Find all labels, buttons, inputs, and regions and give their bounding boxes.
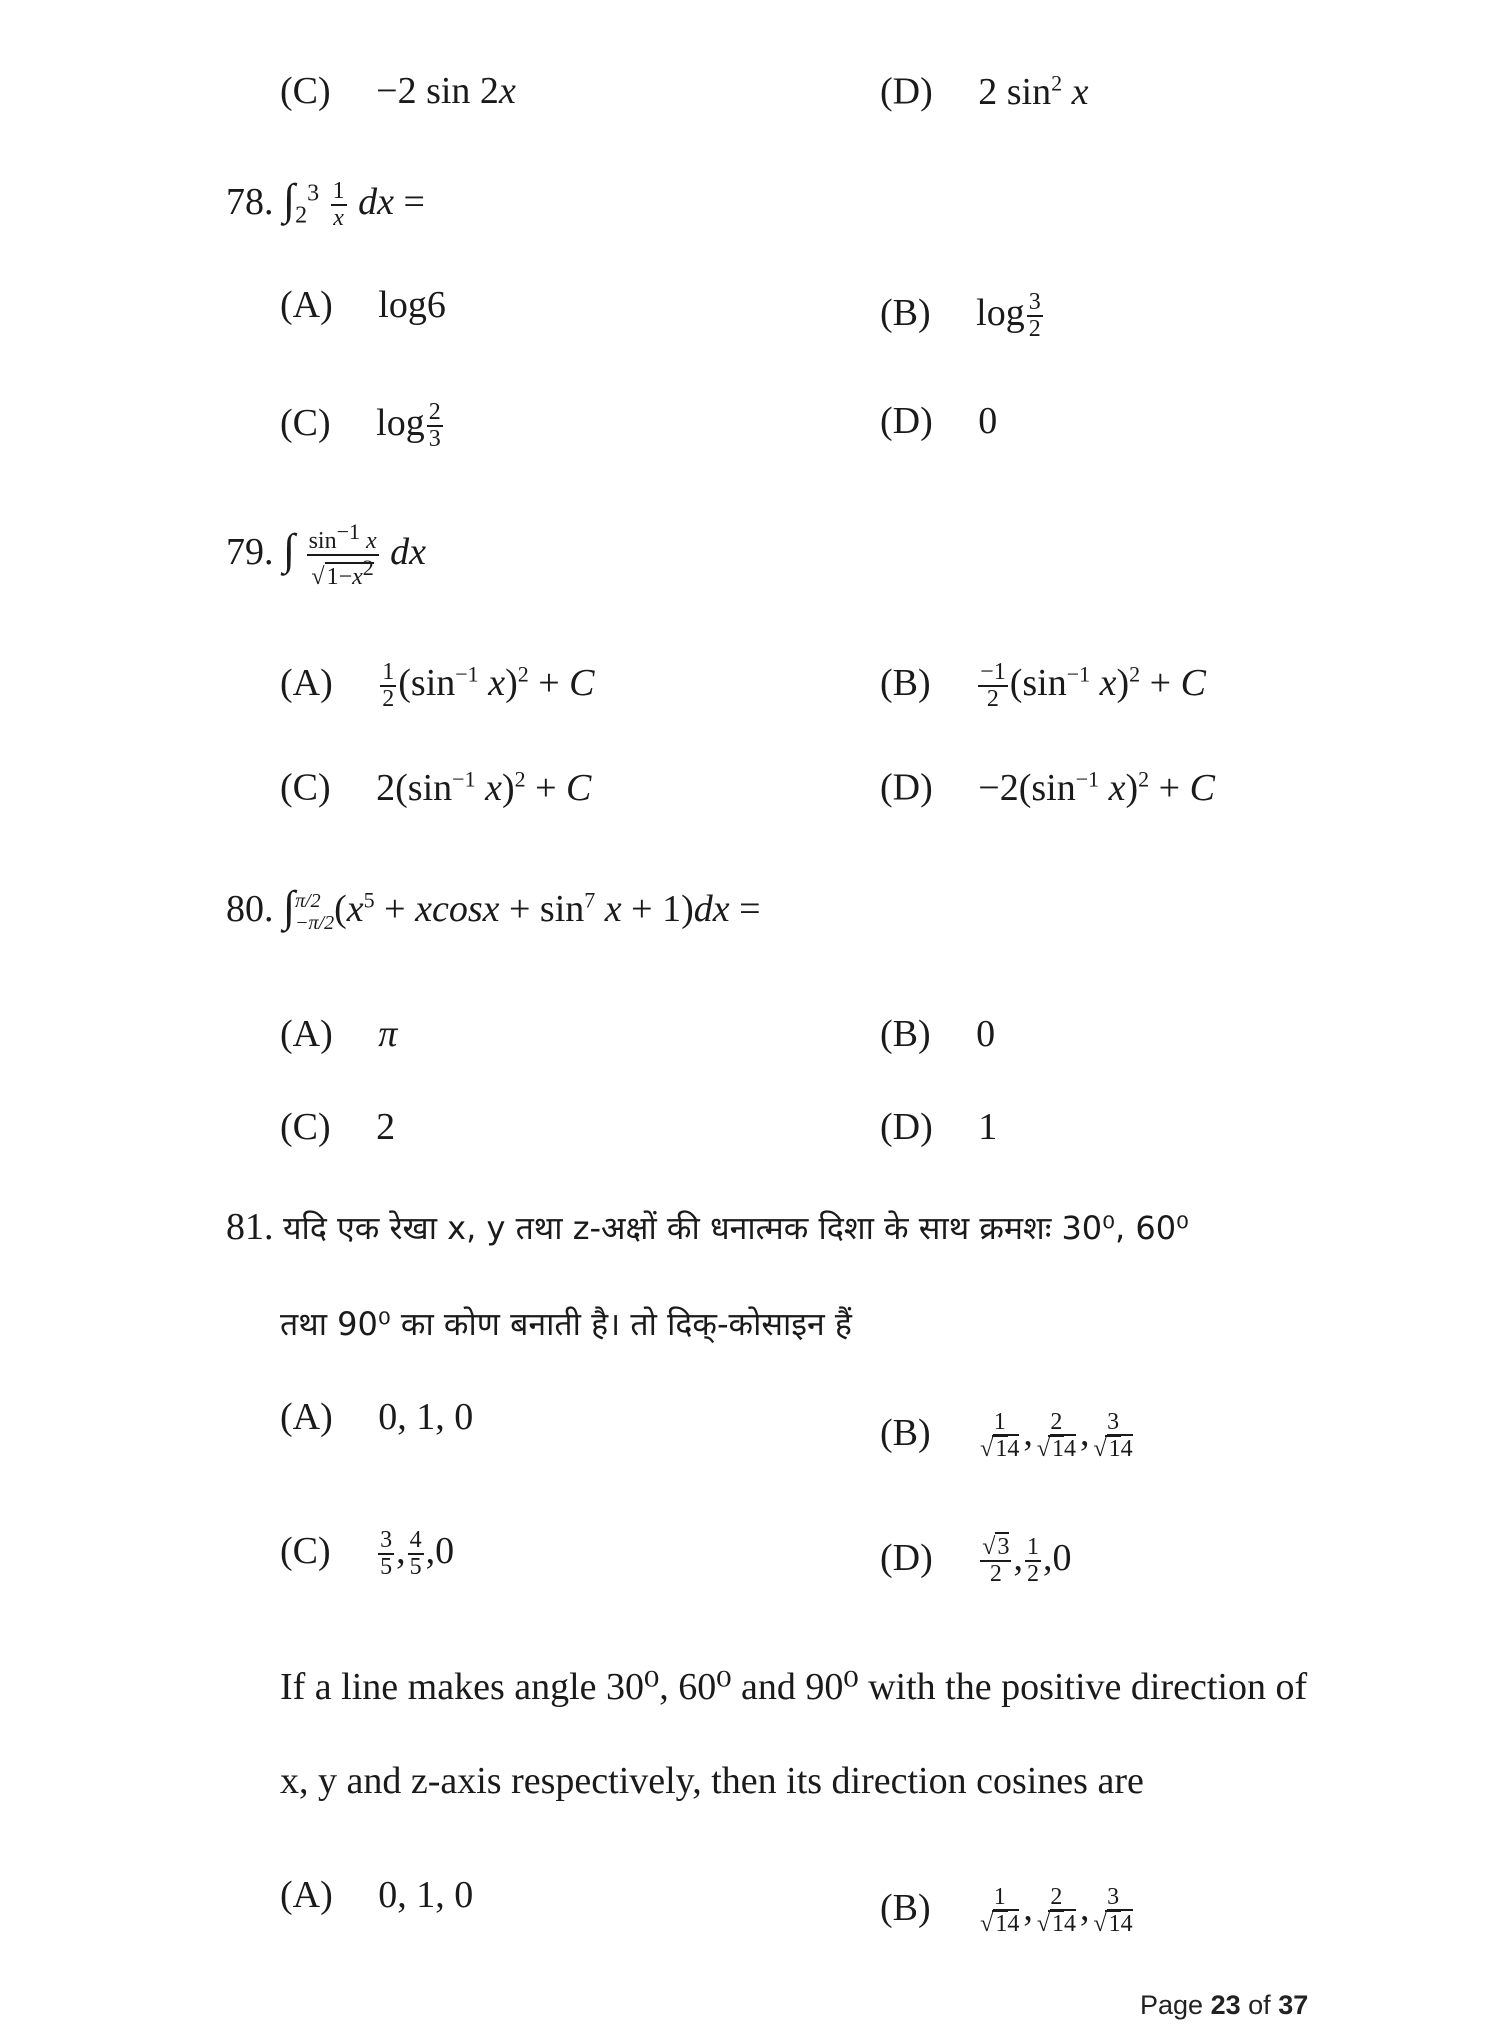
option-text: π [378,1013,398,1055]
total-pages: 37 [1278,1990,1309,2020]
option-label: (C) [280,766,331,809]
q79-option-d [880,768,1215,807]
option-label: (A) [280,1013,333,1055]
option-label: (D) [880,1536,933,1579]
q81-hi-option-c [280,1528,454,1580]
option-text: $\frac{3}{5}$ , $\frac{4}{5}$ ,0 [380,1527,455,1581]
option-label: (B) [880,1886,931,1929]
option-label: (B) [880,1013,931,1055]
q79-option-a [280,660,595,712]
q78-option-a [280,286,446,324]
option-label: (C) [280,70,331,112]
q81-hi-option-b [880,1410,1137,1462]
q81-en-option-b [880,1885,1137,1937]
option-text: 2 [376,1106,396,1148]
option-text: 2 $\sin^2 x$ [978,70,1089,113]
option-text: $\frac{√3}{2}$ , $\frac{1}{2}$ ,0 [982,1534,1072,1588]
q79-stem: 79. ∫ $\frac{\sin^{-1} x}{√1-x^2}$ dx [226,519,427,591]
q80-stem: 80. ∫ π/2 −π/2 $(x^5 + xcosx + \sin^7 x + 1)dx$ = [226,882,761,935]
question-text: x, y and z-axis respectively, then its direction cosines are [280,1760,1144,1802]
option-label: (B) [880,661,931,704]
option-text: $\frac{1}{2}$ ($\sin^{-1}$ x)$^2$ + C [382,659,595,713]
option-text: 0, 1, 0 [378,1396,474,1438]
option-text: 1 [978,1106,998,1148]
option-label: (A) [280,284,333,326]
fraction: $\frac{1}{x}$ [332,178,345,232]
option-text: 0 [978,400,998,442]
q77-option-c [280,72,516,110]
option-label: (A) [280,661,333,704]
integral-symbol: ∫ [283,175,296,224]
q80-option-c [280,1108,395,1146]
question-text: यदि एक रेखा x, y तथा z-अक्षों की धनात्मक दिशा के साथ क्रमशः 30⁰, 60⁰ [283,1209,1189,1247]
option-text: $\frac{-1}{2}$ ($\sin^{-1}$ x)$^2$ + C [980,659,1206,713]
question-number: 80. [226,888,274,930]
option-text: $-2(\sin^{-1}$ x)$^2$ + C [978,766,1215,809]
option-text: $\frac{1}{√14}$ , $\frac{2}{√14}$ , $\frac{3}{√14}$ [980,1884,1133,1938]
q77-option-d [880,72,1089,111]
option-label: (C) [280,401,331,444]
q80-option-d [880,1108,997,1146]
q81-stem-hindi-line2 [280,1304,852,1342]
q81-stem-english-line1 [280,1668,1307,1706]
option-text: log6 [378,284,446,326]
q78-option-b [880,290,1045,342]
option-label: (D) [880,400,933,442]
q78-option-c [280,400,445,452]
q81-hi-option-a [280,1398,473,1436]
q81-stem-english-line2 [280,1762,1144,1800]
option-label: (A) [280,1396,333,1438]
option-text: log $\frac{3}{2}$ [976,289,1041,343]
q79-option-b [880,660,1206,712]
q80-option-b [880,1015,995,1053]
integral-symbol: ∫ [283,524,296,574]
q78-option-d [880,402,997,440]
footer-of: of [1248,1990,1271,2020]
option-label: (B) [880,1411,931,1454]
option-label: (C) [280,1106,331,1148]
footer-prefix: Page [1140,1990,1204,2020]
option-label: (D) [880,766,933,809]
option-label: (A) [280,1874,333,1916]
option-text: −2 sin 2x [376,70,516,112]
question-number: 81. [226,1206,274,1248]
current-page: 23 [1210,1990,1241,2020]
integral-symbol: ∫ [283,882,296,931]
option-label: (B) [880,291,931,334]
option-label: (D) [880,1106,933,1148]
option-text: $\frac{1}{√14}$ , $\frac{2}{√14}$ , $\frac{3}{√14}$ [980,1409,1133,1463]
question-number: 78. [226,181,274,223]
q80-option-a [280,1015,397,1053]
q79-option-c [280,768,591,807]
option-text: $2(\sin^{-1}$ x)$^2$ + C [376,766,592,809]
question-text: तथा 90⁰ का कोण बनाती है। तो दिक्-कोसाइन हैं [280,1305,852,1343]
option-text: 0, 1, 0 [378,1874,474,1916]
option-text: log $\frac{2}{3}$ [376,399,441,453]
option-label: (C) [280,1529,331,1572]
fraction: $\frac{\sin^{-1} x}{√1-x^2}$ [308,519,377,591]
question-text: If a line makes angle 30⁰, 60⁰ and 90⁰ with the positive direction of [280,1666,1308,1708]
q81-hi-option-d [880,1535,1071,1587]
q81-en-option-a [280,1876,473,1914]
option-text: 0 [976,1013,996,1055]
option-label: (D) [880,70,933,113]
page-footer [1140,1990,1308,2021]
q81-stem-hindi-line1 [226,1208,1189,1246]
question-number: 79. [226,530,274,573]
q78-stem: 78. $\int_2^3$ $\frac{1}{x}$ dx = [226,175,425,232]
